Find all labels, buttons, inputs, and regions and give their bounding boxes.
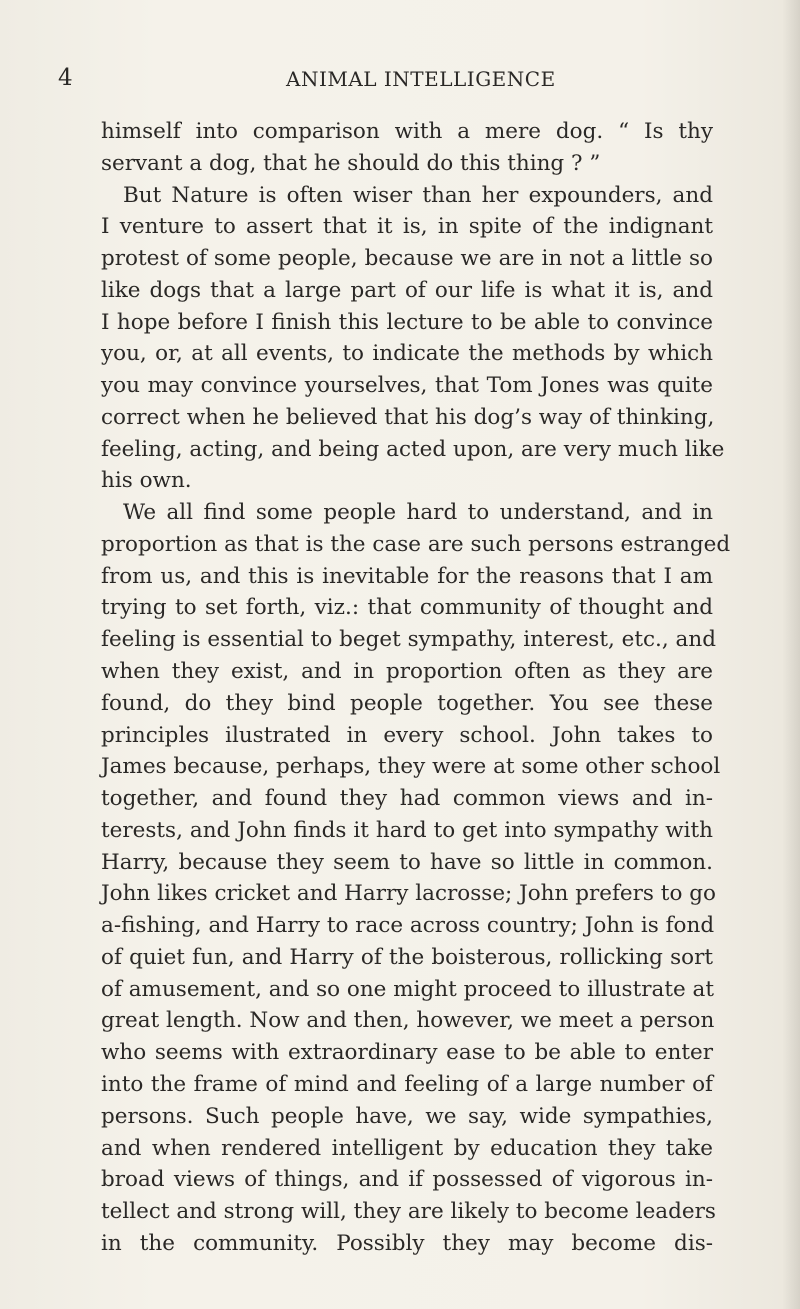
text-line: I hope before I finish this lecture to be able to convince (101, 309, 713, 335)
text-line: found, do they bind people together. You see these (101, 690, 713, 716)
text-line: I venture to assert that it is, in spite of the indignant (101, 214, 713, 240)
body-text (101, 116, 731, 1260)
text-line: But Nature is often wiser than her expounders, and (123, 182, 713, 208)
text-line: Harry, because they seem to have so little in common. (101, 849, 713, 875)
text-line: like dogs that a large part of our life is what it is, and (101, 277, 713, 303)
text-line: in the community. Possibly they may become dis- (101, 1230, 713, 1256)
text-line: when they exist, and in proportion often as they are (101, 659, 713, 685)
text-line: principles ilustrated in every school. John takes to (101, 722, 713, 748)
text-line: of amusement, and so one might proceed to illustrate at (101, 976, 714, 1002)
text-line: his own. (101, 468, 192, 494)
text-line: tellect and strong will, they are likely to become leaders (101, 1199, 716, 1225)
text-line: great length. Now and then, however, we meet a person (101, 1008, 715, 1034)
page-number: 4 (58, 65, 73, 91)
text-line: from us, and this is inevitable for the reasons that I am (101, 563, 713, 589)
text-line: who seems with extraordinary ease to be able to enter (101, 1040, 713, 1066)
text-line: trying to set forth, viz.: that community of thought and (101, 595, 713, 621)
text-line: you may convince yourselves, that Tom Jones was quite (101, 373, 713, 399)
running-head: ANIMAL INTELLIGENCE (286, 67, 556, 91)
text-line: a-fishing, and Harry to race across country; John is fond (101, 913, 715, 939)
text-line: himself into comparison with a mere dog. “ Is thy (101, 119, 713, 144)
text-line: together, and found they had common views and in- (101, 786, 713, 812)
text-line: protest of some people, because we are in not a little so (101, 246, 713, 272)
text-line: of quiet fun, and Harry of the boisterous, rollicking sort (101, 944, 713, 970)
text-line: We all find some people hard to understand, and in (123, 500, 713, 526)
text-line: John likes cricket and Harry lacrosse; John prefers to go (101, 881, 716, 907)
text-line: feeling is essential to beget sympathy, interest, etc., and (101, 627, 716, 653)
text-line: servant a dog, that he should do this thing ? ” (101, 150, 601, 176)
text-line: feeling, acting, and being acted upon, are very much like (101, 436, 725, 462)
text-line: you, or, at all events, to indicate the methods by which (101, 341, 713, 367)
text-line: correct when he believed that his dog’s way of thinking, (101, 404, 715, 430)
text-line: broad views of things, and if possessed of vigorous in- (101, 1167, 713, 1193)
text-line: terests, and John finds it hard to get into sympathy with (101, 817, 713, 843)
text-line: persons. Such people have, we say, wide sympathies, (101, 1103, 713, 1129)
text-line: proportion as that is the case are such persons estranged (101, 531, 731, 557)
text-line: and when rendered intelligent by education they take (101, 1135, 713, 1161)
text-line: into the frame of mind and feeling of a large number of (101, 1071, 713, 1097)
text-line: James because, perhaps, they were at some other school (101, 754, 721, 780)
page-edge-shadow (782, 0, 800, 1309)
